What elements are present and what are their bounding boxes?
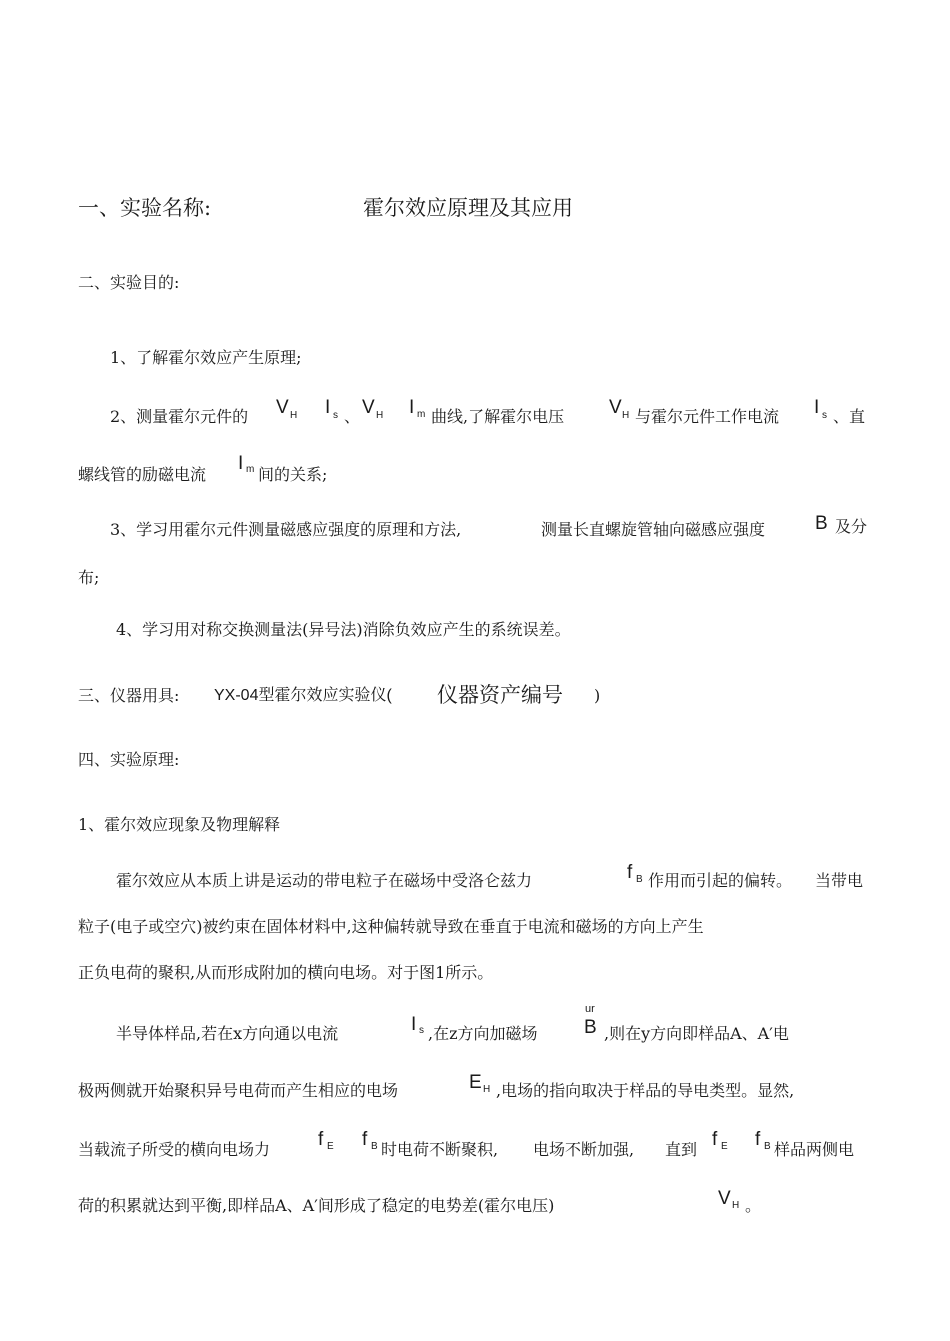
para2-text-e: ,电场的指向取决于样品的导电类型。显然, — [496, 1081, 795, 1100]
section2-label: 二、实验目的: — [78, 273, 180, 292]
symbol-I: I — [814, 397, 820, 418]
subscript-H: H — [376, 410, 384, 421]
objective-3-text-d: 布; — [78, 568, 100, 587]
para2-text-d: 极两侧就开始聚积异号电荷而产生相应的电场 — [78, 1081, 399, 1100]
para2-text-j: 样品两侧电 — [774, 1140, 855, 1159]
symbol-V: V — [718, 1188, 731, 1209]
symbol-B: B — [815, 513, 828, 534]
asset-number-close: ) — [594, 686, 601, 705]
objective-2-text-a: 2、测量霍尔元件的 — [110, 407, 249, 426]
para1-text-b: 作用而引起的偏转。 — [648, 871, 793, 890]
subscript-B: B — [371, 1141, 378, 1152]
symbol-B: B — [584, 1017, 597, 1038]
subscript-E: E — [327, 1141, 334, 1152]
section3-label: 三、仪器用具: — [78, 686, 180, 705]
para2-text-g: 时电荷不断聚积, — [381, 1140, 499, 1159]
objective-2-text-f: 螺线管的励磁电流 — [78, 465, 207, 484]
symbol-V: V — [362, 397, 375, 418]
para2-text-k: 荷的积累就达到平衡,即样品A、A′间形成了稳定的电势差(霍尔电压) — [78, 1196, 555, 1215]
subscript-s: s — [822, 410, 827, 421]
section4-label: 四、实验原理: — [78, 750, 180, 769]
para1-text-e: 正负电荷的聚积,从而形成附加的横向电场。对于图1所示。 — [78, 963, 494, 982]
symbol-f: f — [627, 862, 633, 883]
para2-text-a: 半导体样品,若在x方向通以电流 — [116, 1024, 339, 1043]
objective-3-text-c: 及分 — [835, 517, 868, 536]
subscript-H: H — [483, 1084, 491, 1095]
experiment-title: 霍尔效应原理及其应用 — [363, 196, 573, 220]
symbol-I: I — [325, 397, 331, 418]
objective-1: 1、了解霍尔效应产生原理; — [110, 348, 302, 367]
instrument-model: YX-04型霍尔效应实验仪( — [214, 687, 392, 704]
objective-2-text-d: 与霍尔元件工作电流 — [635, 407, 780, 426]
symbol-f: f — [362, 1129, 368, 1150]
subscript-m: m — [246, 464, 255, 475]
objective-3-text-b: 测量长直螺旋管轴向磁感应强度 — [541, 520, 766, 539]
para2-text-c: ,则在y方向即样品A、A′电 — [604, 1024, 789, 1043]
objective-4: 4、学习用对称交换测量法(异号法)消除负效应产生的系统误差。 — [116, 620, 571, 639]
subscript-B: B — [764, 1141, 771, 1152]
subscript-H: H — [622, 410, 630, 421]
asset-number-label: 仪器资产编号 — [437, 683, 563, 707]
para2-text-h: 电场不断加强, — [533, 1140, 635, 1159]
vector-arrow-icon: ur — [585, 1003, 595, 1015]
subscript-s: s — [419, 1025, 424, 1036]
symbol-V: V — [609, 397, 622, 418]
subscript-H: H — [732, 1200, 740, 1211]
para2-text-b: ,在z方向加磁场 — [428, 1024, 538, 1043]
para2-text-l: 。 — [745, 1196, 762, 1215]
symbol-f: f — [755, 1129, 761, 1150]
subscript-B: B — [636, 874, 643, 885]
para1-text-a: 霍尔效应从本质上讲是运动的带电粒子在磁场中受洛仑兹力 — [116, 871, 533, 890]
principle-subheading-1: 1、霍尔效应现象及物理解释 — [78, 815, 281, 834]
symbol-V: V — [276, 397, 289, 418]
para2-text-f: 当载流子所受的横向电场力 — [78, 1140, 271, 1159]
section1-label: 一、实验名称: — [78, 196, 212, 220]
subscript-m: m — [417, 409, 426, 420]
symbol-f: f — [318, 1129, 324, 1150]
para1-text-c: 当带电 — [815, 871, 864, 890]
subscript-s: s — [333, 410, 338, 421]
symbol-I: I — [238, 453, 244, 474]
objective-2-text-c: 曲线,了解霍尔电压 — [431, 407, 565, 426]
symbol-I: I — [409, 397, 415, 418]
symbol-I: I — [411, 1014, 417, 1035]
symbol-E: E — [469, 1072, 482, 1093]
para2-text-i: 直到 — [665, 1140, 698, 1159]
objective-2-text-g: 间的关系; — [258, 465, 328, 484]
para1-text-d: 粒子(电子或空穴)被约束在固体材料中,这种偏转就导致在垂直于电流和磁场的方向上产生 — [78, 917, 704, 936]
subscript-H: H — [290, 410, 298, 421]
objective-2-text-b: 、 — [344, 407, 361, 426]
objective-2-text-e: 、直 — [833, 407, 866, 426]
objective-3-text-a: 3、学习用霍尔元件测量磁感应强度的原理和方法, — [110, 520, 462, 539]
symbol-f: f — [712, 1129, 718, 1150]
subscript-E: E — [721, 1141, 728, 1152]
